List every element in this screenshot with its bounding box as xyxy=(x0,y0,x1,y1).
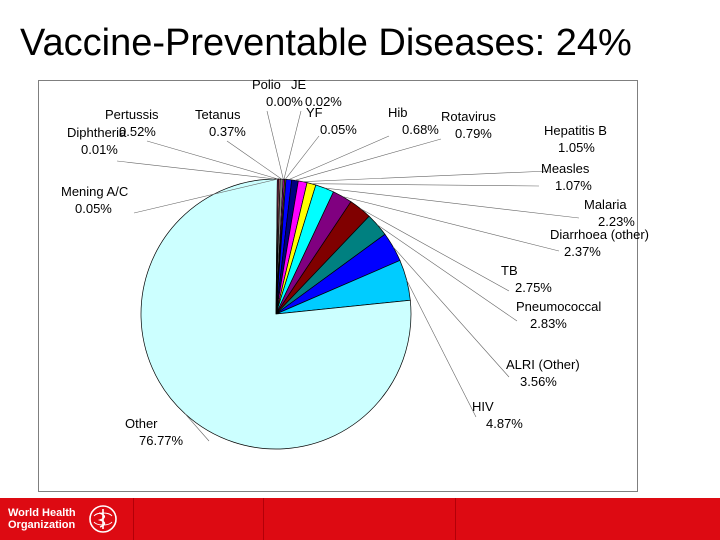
slice-label-value: 0.68% xyxy=(402,122,439,137)
slice-label xyxy=(125,416,184,448)
footer-divider xyxy=(133,498,134,540)
slice-label xyxy=(388,105,439,137)
chart-frame xyxy=(38,77,649,492)
slice-label-value: 76.77% xyxy=(139,433,184,448)
slice-label-name: Pneumococcal xyxy=(516,299,602,314)
slice-label xyxy=(584,197,635,229)
slice-label-value: 2.23% xyxy=(598,214,635,229)
slice-label-value: 0.02% xyxy=(305,94,342,109)
slice-label xyxy=(472,399,523,431)
leader-line xyxy=(267,111,283,179)
leader-line xyxy=(284,111,301,179)
leader-line xyxy=(147,141,278,179)
leader-line xyxy=(117,161,275,179)
pie-slices xyxy=(141,179,411,449)
slice-label-name: Mening A/C xyxy=(61,184,129,199)
who-emblem-icon xyxy=(88,504,118,534)
slice-label-value: 2.75% xyxy=(515,280,552,295)
slice-label-value: 0.37% xyxy=(209,124,246,139)
slice-label-name: HIV xyxy=(472,399,494,414)
leader-line xyxy=(312,184,540,186)
slice-label-name: JE xyxy=(291,77,307,92)
slice-label-name: Hib xyxy=(388,105,408,120)
slice-label-name: YF xyxy=(306,105,323,120)
slice-label-value: 2.37% xyxy=(564,244,601,259)
slice-label xyxy=(61,184,128,216)
slice-label-name: Malaria xyxy=(584,197,627,212)
pie-chart xyxy=(39,77,649,491)
org-name: World Health Organization xyxy=(8,507,76,531)
slice-label-name: Pertussis xyxy=(105,107,159,122)
slice-label xyxy=(306,105,357,137)
slice-label xyxy=(550,227,649,259)
slice-label-name: Polio xyxy=(252,77,281,92)
slice-label-value: 0.79% xyxy=(455,126,492,141)
slice-label xyxy=(506,357,580,389)
slice-label-name: Other xyxy=(125,416,158,431)
slice-label-name: ALRI (Other) xyxy=(506,357,580,372)
slice-label-value: 1.05% xyxy=(558,140,595,155)
slice-label xyxy=(541,161,592,193)
slice-label-name: Tetanus xyxy=(195,107,241,122)
leader-line xyxy=(227,141,282,179)
slice-label-value: 0.05% xyxy=(75,201,112,216)
slice-label-name: Rotavirus xyxy=(441,109,496,124)
slice-label xyxy=(501,263,552,295)
who-logo xyxy=(8,503,118,535)
slice-label xyxy=(441,109,496,141)
slice-label-value: 0.05% xyxy=(320,122,357,137)
leader-line xyxy=(285,136,319,179)
slice-label xyxy=(544,123,607,155)
slice-label-value: 4.87% xyxy=(486,416,523,431)
slice-label-value: 0.52% xyxy=(119,124,156,139)
slice-label-name: Hepatitis B xyxy=(544,123,607,138)
slice-label-name: Diarrhoea (other) xyxy=(550,227,649,242)
slice-label-name: Measles xyxy=(541,161,590,176)
slice-label-value: 0.01% xyxy=(81,142,118,157)
slide-title: Vaccine-Preventable Diseases: 24% xyxy=(20,22,632,64)
slice-label xyxy=(195,107,246,139)
slice-label-name: Diphtheria xyxy=(67,125,127,140)
footer-divider xyxy=(263,498,264,540)
slice-label xyxy=(516,299,601,331)
slice-label-value: 3.56% xyxy=(520,374,557,389)
slice-label-value: 0.00% xyxy=(266,94,303,109)
slice-label-name: TB xyxy=(501,263,518,278)
slice-label-value: 2.83% xyxy=(530,316,567,331)
slice-label-value: 1.07% xyxy=(555,178,592,193)
footer-divider xyxy=(455,498,456,540)
leader-line xyxy=(303,171,549,182)
